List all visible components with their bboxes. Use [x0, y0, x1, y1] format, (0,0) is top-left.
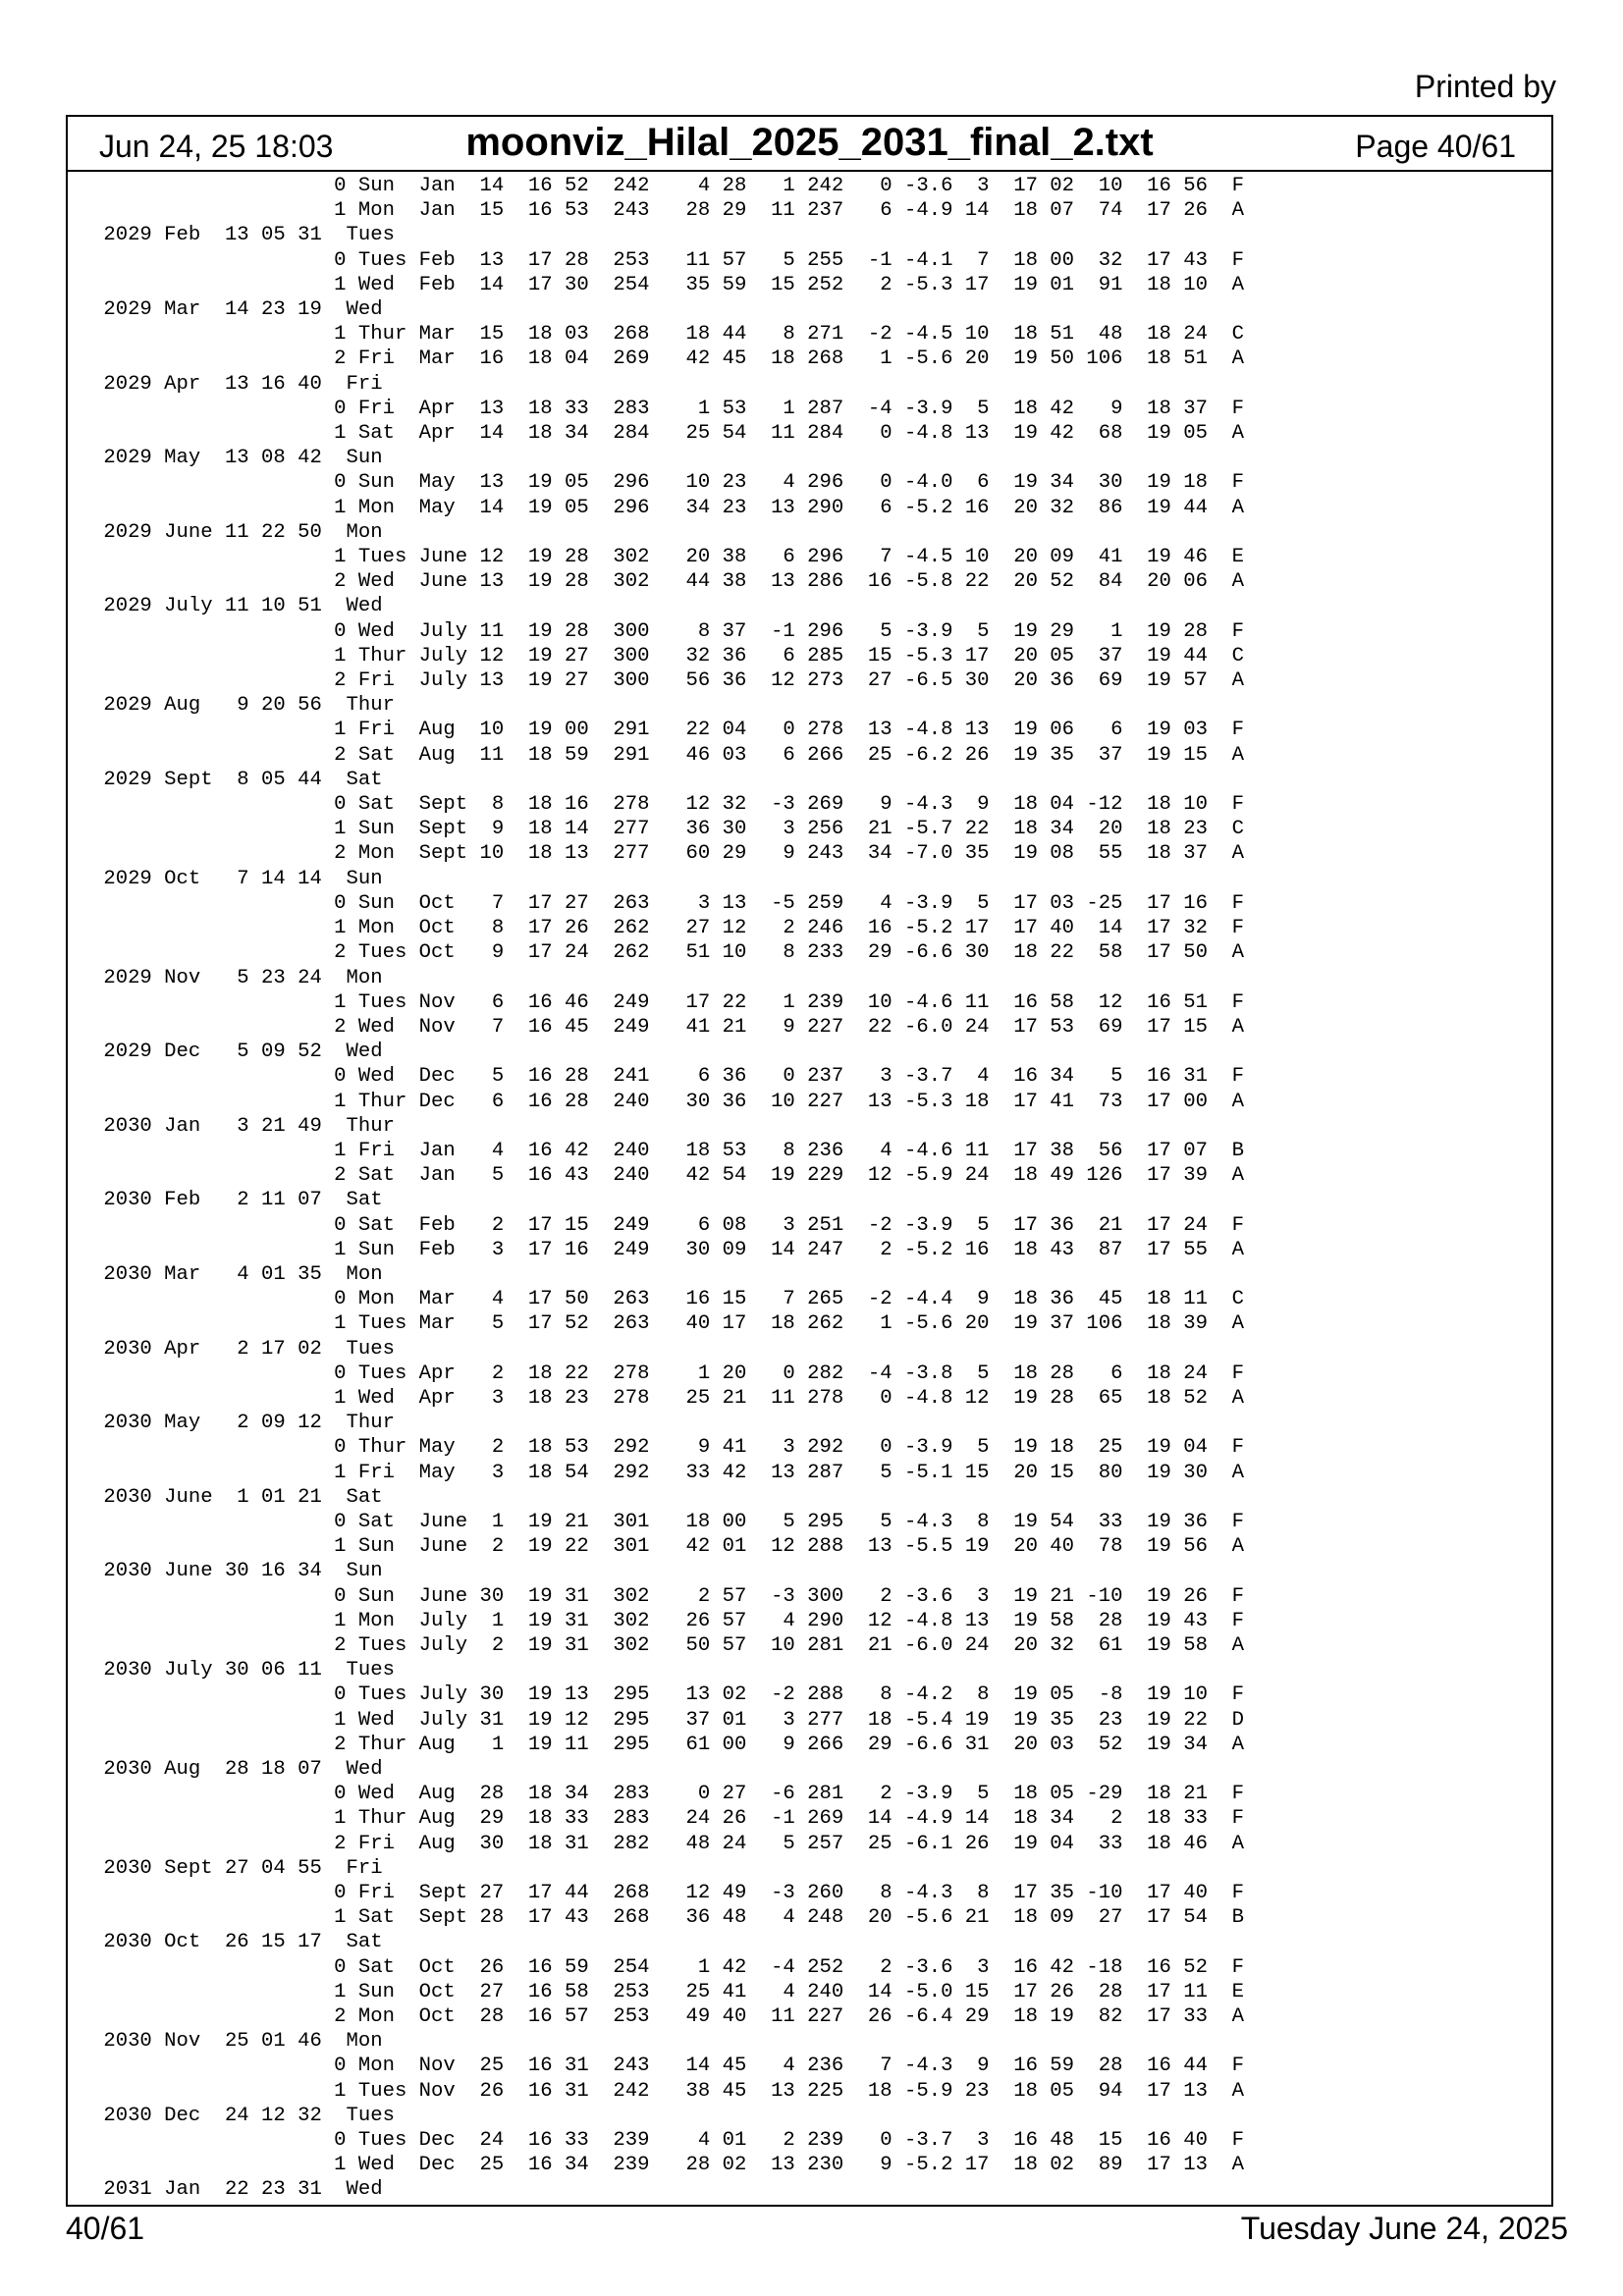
listing-line: 2030 Mar 4 01 35 Mon [91, 1262, 383, 1286]
listing-line: 2029 Oct 7 14 14 Sun [91, 867, 383, 890]
listing-line: 2029 July 11 10 51 Wed [91, 595, 383, 618]
listing-line: 0 Sun Oct 7 17 27 263 3 13 -5 259 4 -3.9 5 17 03 -25 17 16 F [91, 891, 1245, 915]
header-date: Jun 24, 25 18:03 [99, 129, 334, 164]
page-header [68, 117, 1551, 172]
listing-line: 2 Sat Jan 5 16 43 240 42 54 19 229 12 -5.9 24 18 49 126 17 39 A [91, 1164, 1245, 1188]
listing-line: 0 Sat Oct 26 16 59 254 1 42 -4 252 2 -3.6 3 16 42 -18 16 52 F [91, 1955, 1245, 1979]
listing-line: 0 Sat Feb 2 17 15 249 6 08 3 251 -2 -3.9 5 17 36 21 17 24 F [91, 1213, 1245, 1237]
listing-line: 1 Tues June 12 19 28 302 20 38 6 296 7 -4.5 10 20 09 41 19 46 E [91, 546, 1245, 569]
listing-line: 0 Mon Nov 25 16 31 243 14 45 4 236 7 -4.3 9 16 59 28 16 44 F [91, 2055, 1245, 2078]
listing-line: 2 Tues July 2 19 31 302 50 57 10 281 21 -6.0 24 20 32 61 19 58 A [91, 1633, 1245, 1657]
listing-line: 2030 Dec 24 12 32 Tues [91, 2104, 395, 2127]
listing-line: 0 Sun May 13 19 05 296 10 23 4 296 0 -4.0 6 19 34 30 19 18 F [91, 471, 1245, 495]
listing-line: 2030 July 30 06 11 Tues [91, 1659, 395, 1682]
listing-line: 2030 Aug 28 18 07 Wed [91, 1758, 383, 1781]
listing-line: 1 Thur Aug 29 18 33 283 24 26 -1 269 14 -4.9 14 18 34 2 18 33 F [91, 1807, 1245, 1831]
listing-line: 2 Fri July 13 19 27 300 56 36 12 273 27 -6.5 30 20 36 69 19 57 A [91, 669, 1245, 693]
listing-line: 0 Fri Apr 13 18 33 283 1 53 1 287 -4 -3.9 5 18 42 9 18 37 F [91, 397, 1245, 420]
listing-line: 1 Mon July 1 19 31 302 26 57 4 290 12 -4.8 13 19 58 28 19 43 F [91, 1609, 1245, 1632]
listing-line: 2029 Dec 5 09 52 Wed [91, 1041, 383, 1064]
listing-line: 0 Thur May 2 18 53 292 9 41 3 292 0 -3.9 5 19 18 25 19 04 F [91, 1436, 1245, 1460]
listing-line: 2 Fri Aug 30 18 31 282 48 24 5 257 25 -6.1 26 19 04 33 18 46 A [91, 1832, 1245, 1855]
listing-line: 1 Sun June 2 19 22 301 42 01 12 288 13 -5.5 19 20 40 78 19 56 A [91, 1535, 1245, 1559]
listing-line: 2 Tues Oct 9 17 24 262 51 10 8 233 29 -6.6 30 18 22 58 17 50 A [91, 941, 1245, 965]
listing-line: 0 Sat Sept 8 18 16 278 12 32 -3 269 9 -4.3 9 18 04 -12 18 10 F [91, 793, 1245, 817]
listing-line: 1 Tues Nov 6 16 46 249 17 22 1 239 10 -4.6 11 16 58 12 16 51 F [91, 990, 1245, 1014]
listing-line: 0 Mon Mar 4 17 50 263 16 15 7 265 -2 -4.4 9 18 36 45 18 11 C [91, 1288, 1245, 1311]
listing-line: 2 Thur Aug 1 19 11 295 61 00 9 266 29 -6.6 31 20 03 52 19 34 A [91, 1733, 1245, 1756]
listing-line: 2030 Jan 3 21 49 Thur [91, 1114, 395, 1138]
listing-line: 2030 Apr 2 17 02 Tues [91, 1337, 395, 1361]
header-page-number: Page 40/61 [1355, 129, 1516, 164]
listing-line: 0 Tues July 30 19 13 295 13 02 -2 288 8 -4.2 8 19 05 -8 19 10 F [91, 1683, 1245, 1707]
listing-line: 1 Wed Apr 3 18 23 278 25 21 11 278 0 -4.8 12 19 28 65 18 52 A [91, 1386, 1245, 1410]
listing-line: 1 Thur Dec 6 16 28 240 30 36 10 227 13 -5.3 18 17 41 73 17 00 A [91, 1090, 1245, 1113]
listing-line: 2030 Sept 27 04 55 Fri [91, 1856, 383, 1880]
listing-line: 1 Sat Sept 28 17 43 268 36 48 4 248 20 -5.6 21 18 09 27 17 54 B [91, 1906, 1245, 1930]
listing-line: 2 Mon Sept 10 18 13 277 60 29 9 243 34 -7.0 35 19 08 55 18 37 A [91, 842, 1245, 866]
listing-line: 1 Mon May 14 19 05 296 34 23 13 290 6 -5.2 16 20 32 86 19 44 A [91, 496, 1245, 519]
listing-line: 0 Wed July 11 19 28 300 8 37 -1 296 5 -3.9 5 19 29 1 19 28 F [91, 619, 1245, 643]
listing-line: 2030 May 2 09 12 Thur [91, 1412, 395, 1435]
listing-line: 0 Fri Sept 27 17 44 268 12 49 -3 260 8 -4.3 8 17 35 -10 17 40 F [91, 1882, 1245, 1905]
listing-line: 0 Tues Feb 13 17 28 253 11 57 5 255 -1 -4.1 7 18 00 32 17 43 F [91, 248, 1245, 272]
listing-line: 1 Fri Jan 4 16 42 240 18 53 8 236 4 -4.6 11 17 38 56 17 07 B [91, 1139, 1245, 1162]
listing-line: 0 Sun Jan 14 16 52 242 4 28 1 242 0 -3.6 3 17 02 10 16 56 F [91, 175, 1245, 197]
listing-line: 2 Mon Oct 28 16 57 253 49 40 11 227 26 -6.4 29 18 19 82 17 33 A [91, 2005, 1245, 2029]
listing-line: 0 Tues Dec 24 16 33 239 4 01 2 239 0 -3.7 3 16 48 15 16 40 F [91, 2129, 1245, 2153]
listing-line: 1 Tues Mar 5 17 52 263 40 17 18 262 1 -5.6 20 19 37 106 18 39 A [91, 1312, 1245, 1336]
listing-line: 1 Wed July 31 19 12 295 37 01 3 277 18 -5.4 19 19 35 23 19 22 D [91, 1708, 1245, 1732]
header-filename: moonviz_Hilal_2025_2031_final_2.txt [465, 121, 1154, 164]
listing-line: 2029 Mar 14 23 19 Wed [91, 298, 383, 322]
listing-line: 1 Fri Aug 10 19 00 291 22 04 0 278 13 -4.8 13 19 06 6 19 03 F [91, 719, 1245, 742]
footer-date: Tuesday June 24, 2025 [1240, 2211, 1568, 2246]
listing-line: 2 Fri Mar 16 18 04 269 42 45 18 268 1 -5.6 20 19 50 106 18 51 A [91, 347, 1245, 371]
listing-line: 1 Sun Sept 9 18 14 277 36 30 3 256 21 -5.7 22 18 34 20 18 23 C [91, 818, 1245, 841]
listing-line: 1 Thur Mar 15 18 03 268 18 44 8 271 -2 -4.5 10 18 51 48 18 24 C [91, 323, 1245, 347]
listing-line: 0 Sun June 30 19 31 302 2 57 -3 300 2 -3.6 3 19 21 -10 19 26 F [91, 1584, 1245, 1608]
listing-line: 0 Sat June 1 19 21 301 18 00 5 295 5 -4.3 8 19 54 33 19 36 F [91, 1510, 1245, 1533]
listing-line: 2029 Feb 13 05 31 Tues [91, 224, 395, 247]
listing-line: 1 Tues Nov 26 16 31 242 38 45 13 225 18 -5.9 23 18 05 94 17 13 A [91, 2079, 1245, 2103]
listing-line: 1 Mon Jan 15 16 53 243 28 29 11 237 6 -4.9 14 18 07 74 17 26 A [91, 199, 1245, 223]
listing-line: 1 Sun Oct 27 16 58 253 25 41 4 240 14 -5.0 15 17 26 28 17 11 E [91, 1980, 1245, 2003]
listing-line: 2030 Feb 2 11 07 Sat [91, 1189, 383, 1212]
listing-content [68, 174, 1551, 2203]
listing-line: 1 Sun Feb 3 17 16 249 30 09 14 247 2 -5.2 16 18 43 87 17 55 A [91, 1238, 1245, 1261]
page-frame [66, 115, 1553, 2207]
listing-line: 1 Wed Feb 14 17 30 254 35 59 15 252 2 -5.3 17 19 01 91 18 10 A [91, 273, 1245, 296]
footer-page-count: 40/61 [66, 2211, 145, 2246]
listing-line: 1 Wed Dec 25 16 34 239 28 02 13 230 9 -5.2 17 18 02 89 17 13 A [91, 2154, 1245, 2177]
listing-line: 1 Mon Oct 8 17 26 262 27 12 2 246 16 -5.2 17 17 40 14 17 32 F [91, 917, 1245, 940]
listing-line: 2030 Nov 25 01 46 Mon [91, 2030, 383, 2054]
listing-line: 0 Tues Apr 2 18 22 278 1 20 0 282 -4 -3.8 5 18 28 6 18 24 F [91, 1362, 1245, 1385]
listing-text [68, 174, 1551, 2203]
listing-line: 2029 Nov 5 23 24 Mon [91, 966, 383, 989]
listing-line: 1 Sat Apr 14 18 34 284 25 54 11 284 0 -4.8 13 19 42 68 19 05 A [91, 422, 1245, 446]
listing-line: 0 Wed Aug 28 18 34 283 0 27 -6 281 2 -3.9 5 18 05 -29 18 21 F [91, 1783, 1245, 1806]
listing-line: 2030 June 1 01 21 Sat [91, 1485, 383, 1509]
listing-line: 1 Fri May 3 18 54 292 33 42 13 287 5 -5.1 15 20 15 80 19 30 A [91, 1461, 1245, 1484]
listing-line: 2029 Aug 9 20 56 Thur [91, 694, 395, 718]
listing-line: 2029 June 11 22 50 Mon [91, 520, 383, 544]
listing-line: 1 Thur July 12 19 27 300 32 36 6 285 15 -5.3 17 20 05 37 19 44 C [91, 644, 1245, 667]
listing-line: 2031 Jan 22 23 31 Wed [91, 2178, 383, 2202]
listing-line: 0 Wed Dec 5 16 28 241 6 36 0 237 3 -3.7 4 16 34 5 16 31 F [91, 1065, 1245, 1089]
listing-line: 2029 Apr 13 16 40 Fri [91, 372, 383, 396]
listing-line: 2 Sat Aug 11 18 59 291 46 03 6 266 25 -6.2 26 19 35 37 19 15 A [91, 743, 1245, 767]
listing-line: 2029 Sept 8 05 44 Sat [91, 768, 383, 791]
listing-line: 2 Wed June 13 19 28 302 44 38 13 286 16 -5.8 22 20 52 84 20 06 A [91, 570, 1245, 594]
printed-by-label: Printed by [1414, 69, 1556, 104]
listing-line: 2030 June 30 16 34 Sun [91, 1560, 383, 1583]
listing-line: 2030 Oct 26 15 17 Sat [91, 1931, 383, 1954]
listing-line: 2029 May 13 08 42 Sun [91, 447, 383, 470]
listing-line: 2 Wed Nov 7 16 45 249 41 21 9 227 22 -6.0 24 17 53 69 17 15 A [91, 1015, 1245, 1039]
